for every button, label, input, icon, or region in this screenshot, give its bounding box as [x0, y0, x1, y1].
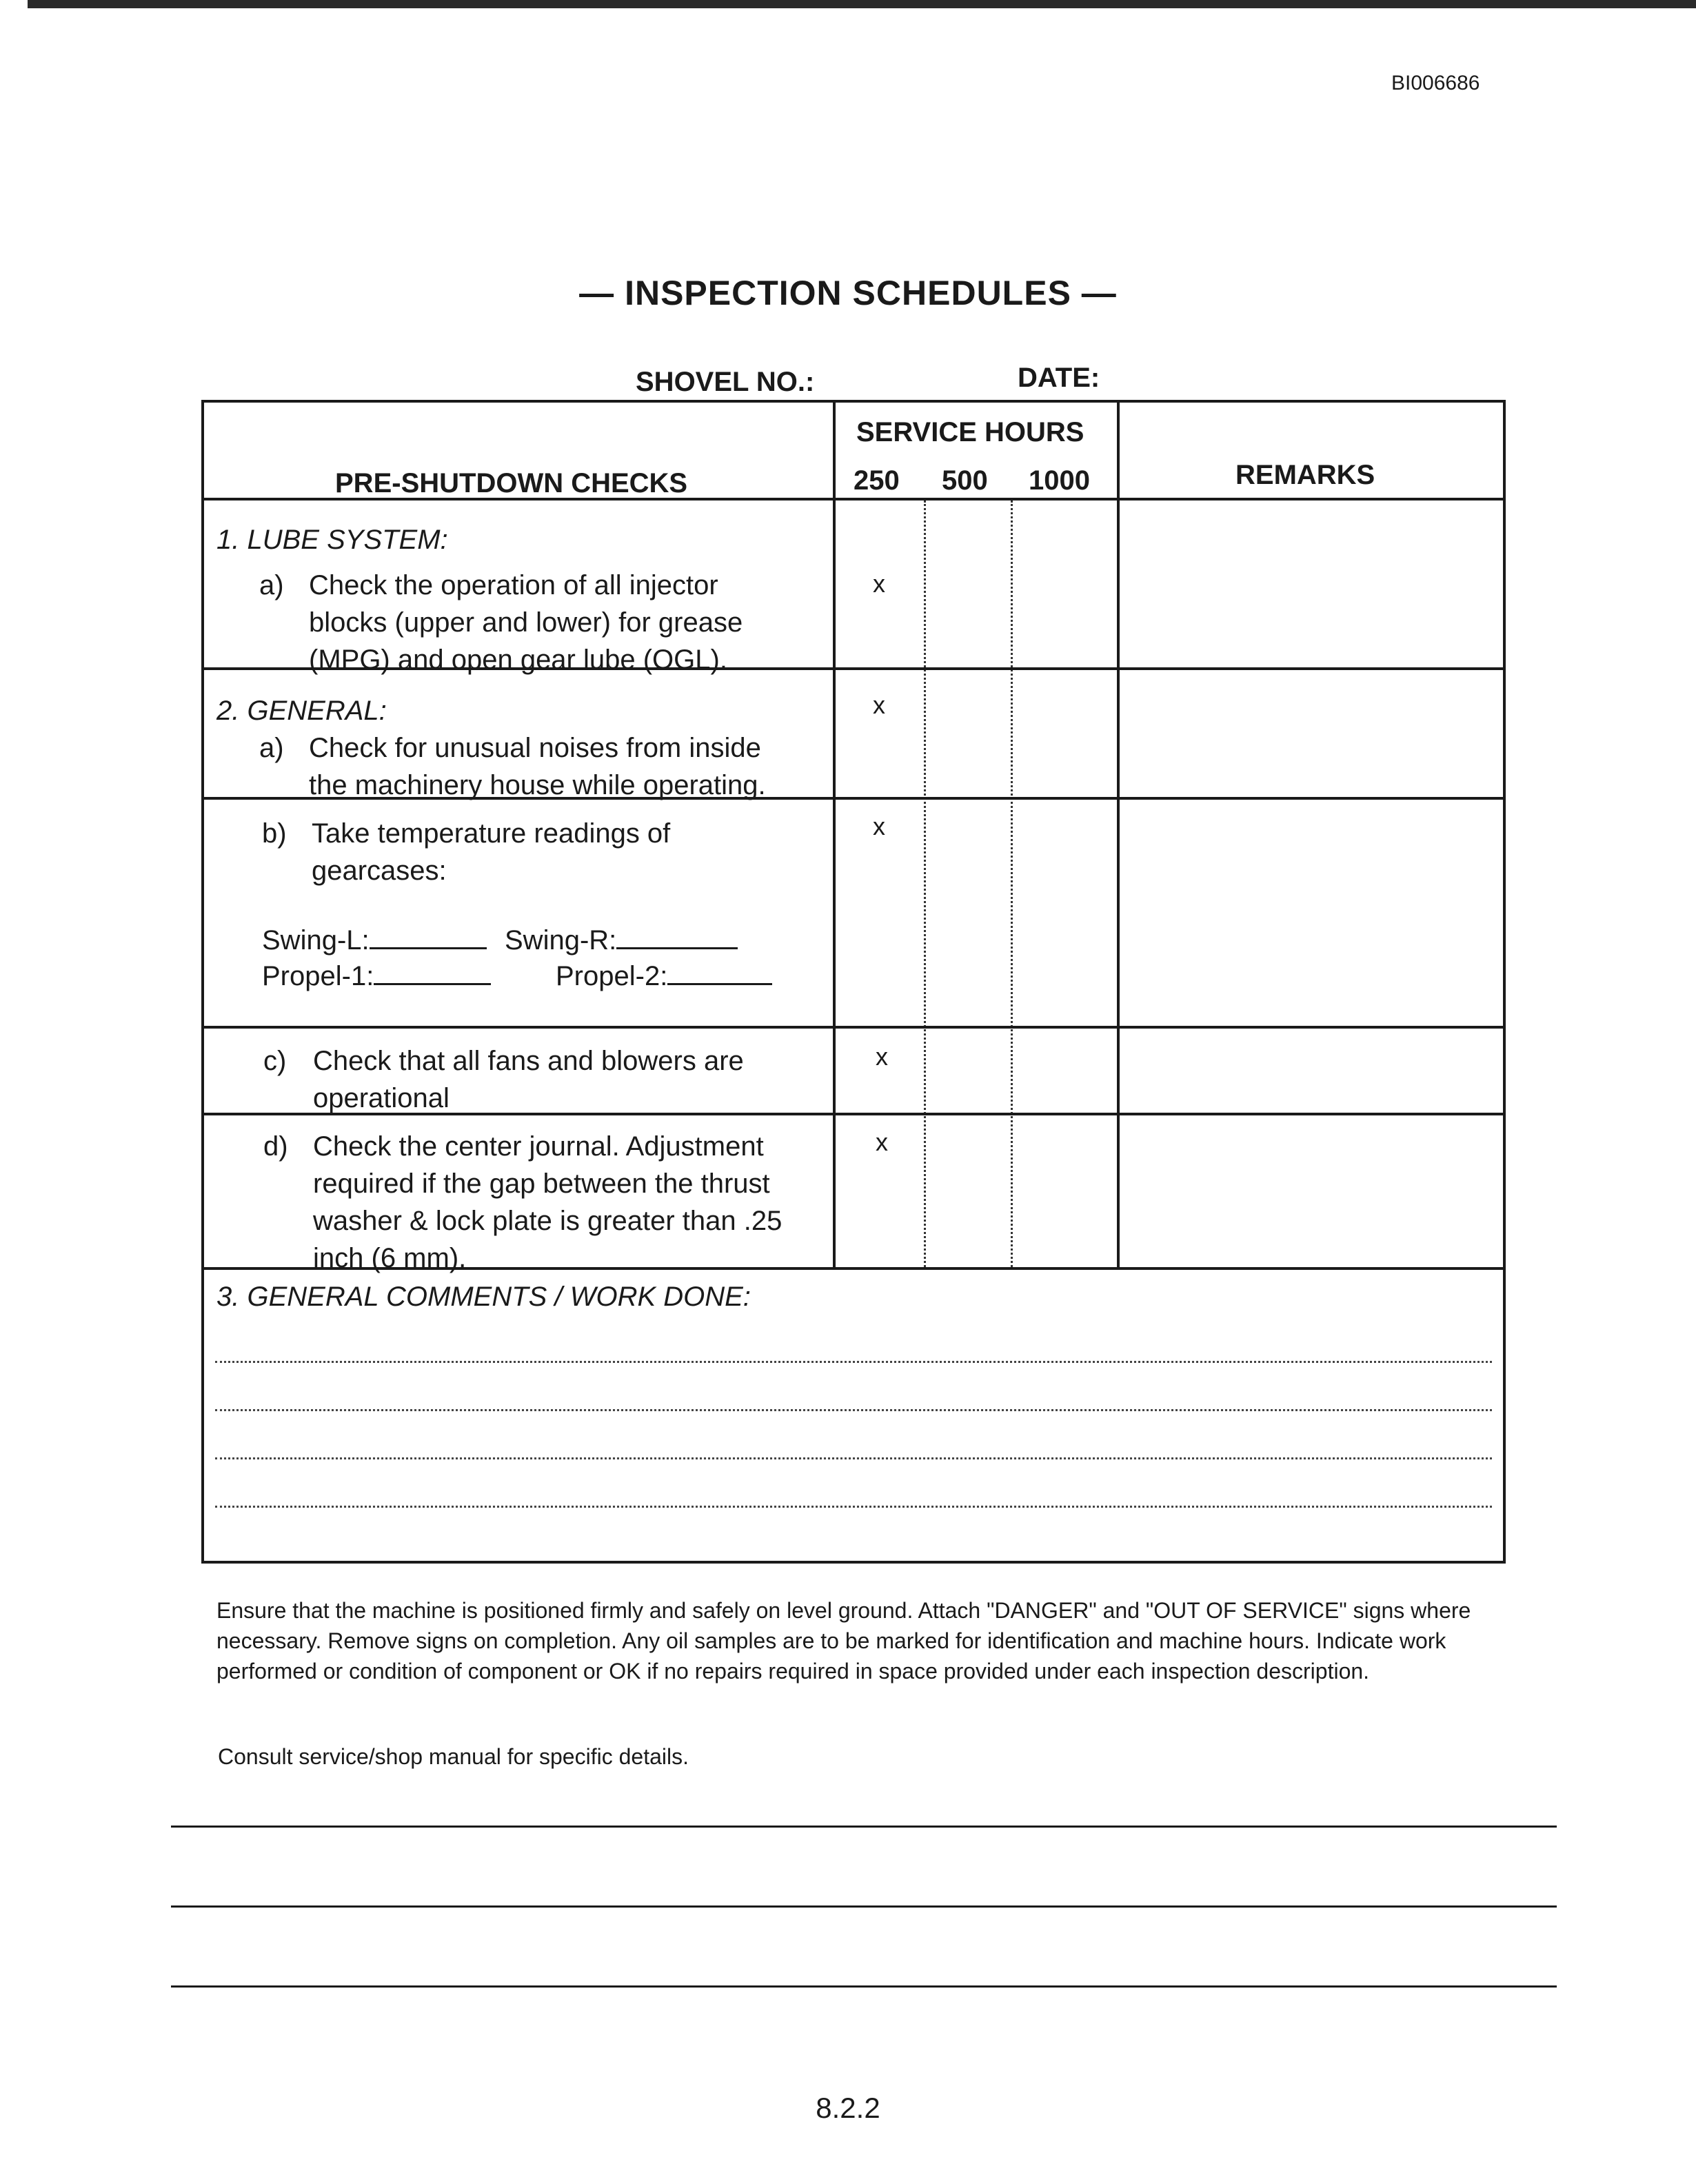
- item-letter: a): [259, 570, 284, 600]
- row-divider-3: [204, 1026, 1503, 1029]
- service-hours-heading: SERVICE HOURS: [856, 417, 1084, 447]
- comment-line[interactable]: [215, 1361, 1492, 1363]
- document-id: BI006686: [1391, 72, 1480, 94]
- safety-instructions: Ensure that the machine is positioned firmly and safely on level ground. Attach "DANGER" and "OUT OF SERVICE" signs where necessary. Remove signs on completion. Any oil samples are to be marked for identification and machine hours. Indicate work performed or condition of component or OK if no repairs required in space provided under each inspection description.: [216, 1598, 1471, 1684]
- check-text-line: washer & lock plate is greater than .25: [313, 1206, 783, 1236]
- propel-2-field[interactable]: [556, 957, 772, 995]
- check-mark-250: x: [876, 1042, 888, 1071]
- hours-250-heading: 250: [854, 465, 900, 496]
- check-text-line: Check the center journal. Adjustment: [313, 1131, 764, 1162]
- check-text-line: inch (6 mm).: [313, 1243, 467, 1273]
- section-lube-system-heading: 1. LUBE SYSTEM:: [216, 525, 448, 555]
- propel-2-blank[interactable]: [667, 957, 772, 985]
- check-text-line: operational: [313, 1083, 450, 1113]
- swing-r-field[interactable]: [505, 921, 738, 959]
- comment-line[interactable]: [215, 1457, 1492, 1459]
- pre-shutdown-checks-heading: PRE-SHUTDOWN CHECKS: [335, 468, 688, 498]
- item-letter: b): [262, 818, 287, 849]
- page-title: — INSPECTION SCHEDULES —: [579, 274, 1117, 312]
- item-letter: d): [263, 1131, 288, 1162]
- remarks-column-divider: [1117, 403, 1120, 1267]
- swing-l-blank[interactable]: [370, 921, 487, 949]
- check-text-line: required if the gap between the thrust: [313, 1169, 770, 1199]
- comment-line[interactable]: [215, 1506, 1492, 1508]
- check-text-line: the machinery house while operating.: [309, 770, 766, 800]
- check-mark-250: x: [873, 812, 885, 840]
- check-text-line: blocks (upper and lower) for grease: [309, 607, 743, 638]
- consult-manual-note: Consult service/shop manual for specific details.: [218, 1744, 689, 1769]
- propel-2-label: Propel-2:: [556, 961, 668, 991]
- propel-1-field[interactable]: [262, 957, 491, 995]
- header-divider: [204, 498, 1503, 501]
- notes-line[interactable]: [171, 1985, 1557, 1988]
- checks-column-divider: [833, 403, 836, 1267]
- shovel-number-label: SHOVEL NO.:: [636, 367, 815, 397]
- check-text-line: (MPG) and open gear lube (OGL).: [309, 645, 727, 675]
- comment-line[interactable]: [215, 1409, 1492, 1411]
- check-mark-250: x: [876, 1128, 888, 1156]
- hours-250-divider: [924, 501, 926, 1267]
- check-mark-250: x: [873, 691, 885, 719]
- item-letter: a): [259, 733, 284, 763]
- date-label: DATE:: [1018, 363, 1100, 393]
- remarks-heading: REMARKS: [1235, 460, 1375, 490]
- hours-1000-heading: 1000: [1029, 465, 1090, 496]
- item-letter: c): [263, 1046, 287, 1076]
- check-text-line: Check the operation of all injector: [309, 570, 718, 600]
- section-general-heading: 2. GENERAL:: [216, 696, 387, 726]
- inspection-form-table: [201, 400, 1506, 1564]
- swing-r-blank[interactable]: [616, 921, 738, 949]
- check-text-line: gearcases:: [312, 856, 447, 886]
- notes-line[interactable]: [171, 1826, 1557, 1828]
- scan-top-border: [28, 0, 1696, 8]
- swing-l-label: Swing-L:: [262, 925, 370, 956]
- swing-l-field[interactable]: [262, 921, 487, 959]
- propel-1-label: Propel-1:: [262, 961, 374, 991]
- section-general-comments-heading: 3. GENERAL COMMENTS / WORK DONE:: [216, 1282, 751, 1312]
- hours-500-heading: 500: [942, 465, 988, 496]
- swing-r-label: Swing-R:: [505, 925, 617, 956]
- check-mark-250: x: [873, 569, 885, 598]
- propel-1-blank[interactable]: [374, 957, 491, 985]
- notes-line[interactable]: [171, 1905, 1557, 1908]
- check-text-line: Take temperature readings of: [312, 818, 671, 849]
- check-text-line: Check that all fans and blowers are: [313, 1046, 744, 1076]
- check-text-line: Check for unusual noises from inside: [309, 733, 761, 763]
- page-number: 8.2.2: [816, 2092, 880, 2124]
- hours-500-divider: [1011, 501, 1013, 1267]
